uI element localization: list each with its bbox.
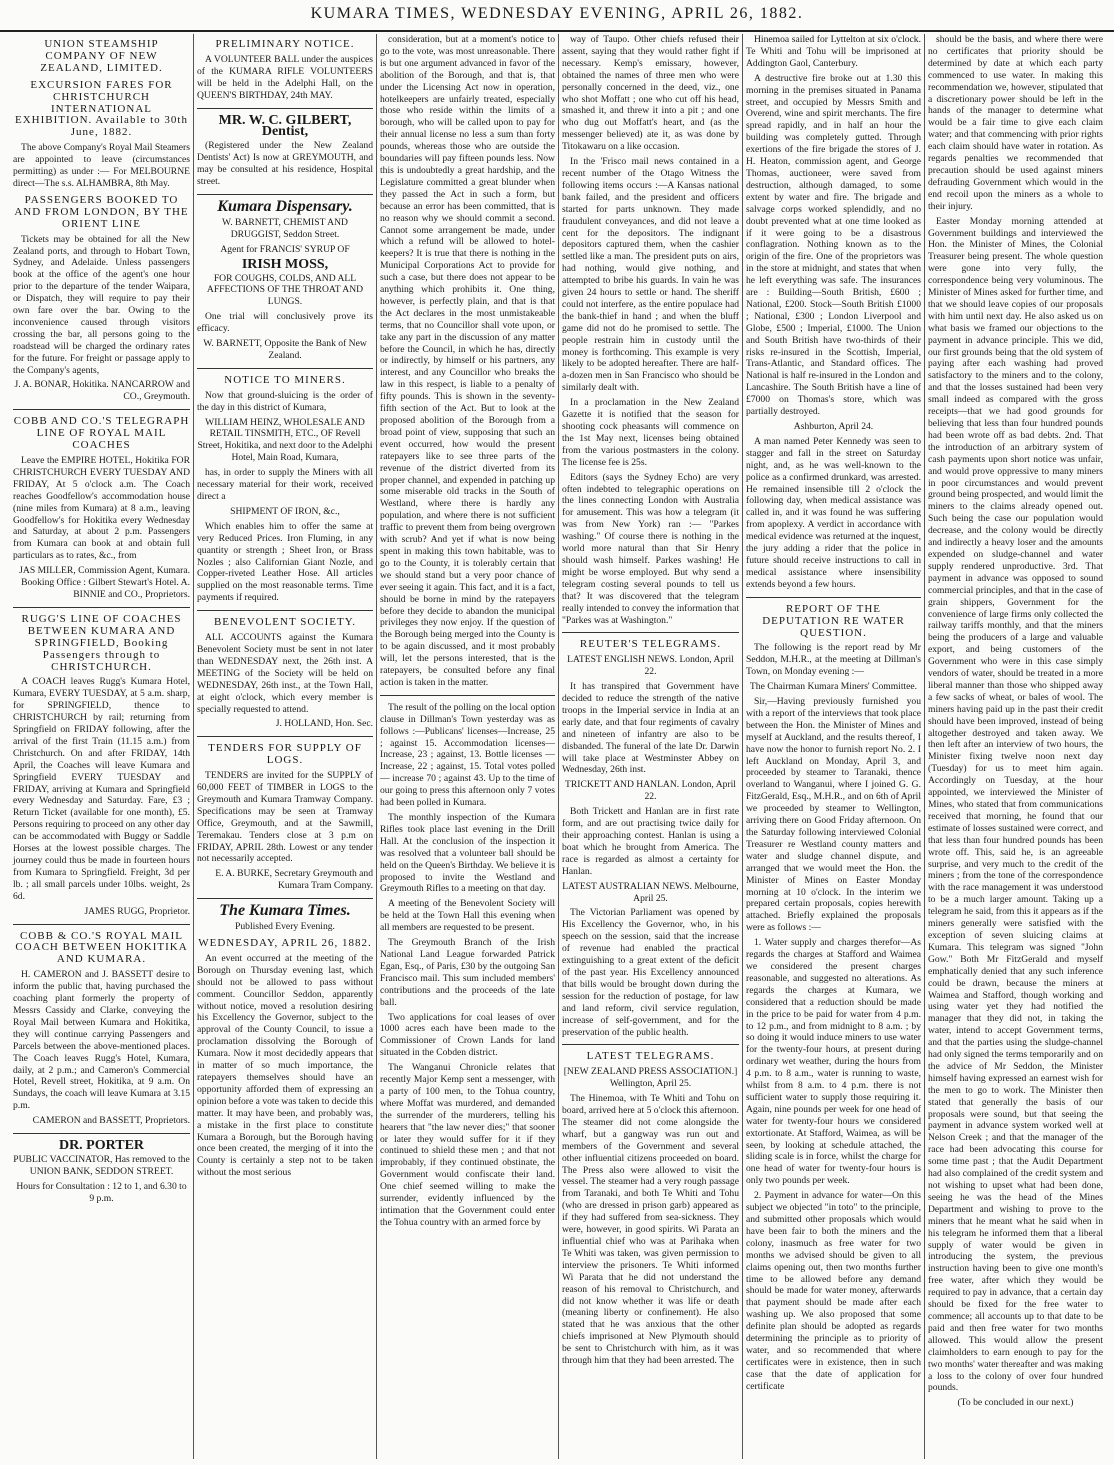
column-rule	[562, 632, 739, 633]
centered-line: FOR COUGHS, COLDS, AND ALL AFFECTIONS OF THE THROAT AND LUNGS.	[206, 272, 364, 308]
masthead	[0, 0, 1114, 32]
centered-line: PUBLIC VACCINATOR, Has removed to the UNION BANK, SEDDON STREET.	[13, 1153, 190, 1177]
centered-line: LATEST AUSTRALIAN NEWS. Melbourne, April 25.	[562, 880, 739, 904]
section-heading: RUGG'S LINE OF COACHES BETWEEN KUMARA AND SPRINGFIELD, Booking Passengers through to CHRISTCHURCH.	[21, 612, 182, 673]
masthead-logo: The Kumara Times.	[219, 902, 351, 920]
signature-line: J. HOLLAND, Hon. Sec.	[275, 718, 373, 730]
section-heading: PASSENGERS BOOKED TO AND FROM LONDON, BY THE ORIENT LINE	[14, 193, 189, 230]
centered-line: TRICKETT AND HANLAN. London, April 22.	[565, 779, 736, 803]
article-paragraph: (Registered under the New Zealand Dentists' Act) Is now at GREYMOUTH, and may be consulted at his residence, Hospital street.	[197, 140, 373, 188]
column-rule	[13, 409, 190, 410]
article-paragraph: consideration, but at a moment's notice to go to the vote, was most unreasonable. There is but one argument advanced in favor of the abolition of the Borough, and that is, that under the Licensing Act now in operation, hotelkeepers are unfairly treated, especially those who reside within the limits of a borough, who will be called upon to pay for their annual license no less a sum than forty pounds, whereas those who are outside the boundaries will pay fifteen pounds less. Now this is undoubtedly a great hardship, and the Legislature committed a great blunder when they passed the Act in such a form, but because an error has been committed, that is no reason why we should commit a second. Cannot some arrangement be made, under which a refund will be allowed to hotel-keepers? It is true that there is nothing in the Municipal Corporations Act to provide for such a case, but there does not appear to be anything which prohibits it. One thing, however, is perfectly plain, and that is that the Act declares in the most unmistakeable terms, that no Councillor shall vote upon, or take any part in the discussion of any matter before the Council, in which he has, directly or indirectly, by himself or his partners, any interest, and any Councillor who breaks the law in this respect, is liable to a penalty of fifty pounds. This is shown in the seventy-fifth section of the Act. But to look at the proposed abolition of the Borough from a broad point of view, supposing that such an event occurred, how would the present ratepayers like to see three parts of the revenue of the district diverted from its proper channel, and expended in patching up some miserable old tracks in the South of Westland, where there is hardly any population, and where there is not sufficient traffic to prevent them from being overgrown with scrub? And yet if what is now being spent in making this town habitable, was to go to the County, it is tolerably certain that we should stand but a very poor chance of ever seeing it again. This fact, and it is a fact, should be borne in mind by the ratepayers before they decide to abandon the municipal privileges they now enjoy. If the question of the Borough being merged into the County is to be again discussed, and it most probably will, let the persons interested, that is the ratepayers, be consulted before any final action is taken in the matter.	[380, 34, 555, 688]
column-2	[193, 34, 376, 1459]
article-paragraph: Easter Monday morning attended at Government buildings and interviewed the Hon. the Minister of Mines, the Colonial Treasurer being present. The whole question were gone into very fully, the correspondence being very voluminous. The Minister of Mines asked for further time, and that we should leave copies of our proposals with him until next day. He also asked us on what basis we framed our objections to the payment in advance principle. This we did, our first grounds being that the old system of paying after each washing had proved satisfactory to the miners and to the colony, and that the losses sustained had been very small indeed as compared with the gross receipts—that we had good grounds for believing that less than four hundred pounds had been wrote off as bad debts. 2nd. That the introduction of an arbitrary system of cash payments upon short notice was unfair, and would prove oppressive to many miners in poor circumstances and would prevent ground being prospected, and would limit the miners to the claims already opened out. Such being the case our population would decrease, and the colony would be directly and indirectly a heavy loser and the amounts expended on sludge-channel and water supply rendered unproductive. 3rd. That payment in advance was opposed to sound commercial principles, and that in the case of grain shippers, Government for the convenience of large firms only collected the railway tariffs monthly, and that the miners being the producers of a large and valuable export, and being customers of the Government who were in this case simply vendors of water, should be treated in a more liberal manner than those who shipped away a few sacks of wheat, or bales of wool. The miners having paid up in the past their credit should have been improved, instead of being altogether destroyed and taken away. We then left after an interview of two hours, the Minister fixing twelve noon next day (Tuesday) for us to meet him again. Accordingly on Tuesday, at the hour appointed, we interviewed the Minister of Mines, who stated that from communications received that morning, he found that our estimate of losses sustained were correct, and that less than four hundred pounds has been wrote off. This, said he, is an agreeable surprise, and very much to the credit of the miners ; from the tone of the correspondence with the race management it was understood to be a much larger amount. Taking up a telegram he said, from this it appears as if the miners generally were satisfied with the exception of seven sluicing claims at Kumara. This telegram was signed "John Gow." Both Mr FitzGerald and myself emphatically denied that any such inference could be drawn, because the miners at Waimea and Stafford, though working and using water yet they had notified the manager that they did not, in taking the water, intend to accept Government terms, and that the parties using the sludge-channel had only signed the terms temporarily and on the advice of Mr Seddon, the Minister himself having expressed an earnest wish for the men to go to work. The Minister then stated that generally the basis of our proposals were sound, but that seeing the payment in advance system worked well at Nelson Creek ; and that the manager of the race had been advocating this course for some time past ; that the Audit Department had also complained of the credit system and not wishing to upset what had been done, seeing he was the head of the Mines Department and wishing to prove to the miners that he meant what he said when in his telegram he informed them that a liberal supply of water would be given in introducing the system, the previous instruction having been to give one month's free water, after which they would be required to pay in advance, that a certain day should be fixed for the free water to commence; all accounts up to that date to be paid and then free water for two months allowed. This would allow the present claimholders to earn enough to pay for the two months' water thereafter and was making a loss to the colony of over four hundred pounds.	[928, 215, 1103, 1394]
column-rule	[197, 898, 373, 899]
column-5	[742, 34, 924, 1459]
article-paragraph: The Greymouth Branch of the Irish National Land League forwarded Patrick Egan, Esq., of Paris, £30 by the outgoing San Francisco mail. This sum included members' contributions and the proceeds of the late ball.	[380, 937, 555, 1008]
centered-line: LATEST ENGLISH NEWS. London, April 22.	[567, 654, 734, 678]
article-paragraph: Both Trickett and Hanlan are in first rate form, and are out practising twice daily for their approaching contest. Hanlan is using a boat which he brought from America. The race is regarded as almost a certainty for Hanlan.	[562, 806, 739, 877]
column-rule	[197, 194, 373, 195]
section-heading: UNION STEAMSHIP COMPANY OF NEW ZEALAND, LIMITED.	[40, 38, 163, 74]
section-heading: REPORT OF THE DEPUTATION RE WATER QUESTION.	[762, 602, 905, 639]
article-paragraph: Two applications for coal leases of over 1000 acres each have been made to the Commissioner of Crown Lands for land situated in the Cobden district.	[380, 1011, 555, 1059]
article-paragraph: The Hinemoa, with Te Whiti and Tohu on board, arrived here at 5 o'clock this afternoon. The steamer did not come alongside the wharf, but a gangway was run out and members of the Government and several other influential citizens proceeded on board. The Press also were allowed to visit the vessel. The steamer had a very rough passage from Taranaki, and both Te Whiti and Tohu (who are dressed in prison garb) appeared as if they had suffered from sea-sickness. They were, however, in good spirits. Wi Parata an influential chief who was at Parihaka when Te Whiti was taken, was given permission to interview the prisoners. Te Whiti informed Wi Parata that he did not understand the reason of his removal to Christchurch, and did not know whether it was life or death (meaning liberty or confinement). He also stated that he was anxious that the other chiefs imprisoned at New Plymouth should be sent to Christchurch with him, as it was through him that they had been arrested. The	[562, 1093, 739, 1367]
centered-line: Ashburton, April 24.	[793, 421, 874, 432]
article-paragraph: Sir,—Having previously furnished you with a report of the interviews that took place between the Hon. the Minister of Mines and myself at Auckland, and the results thereof, I have now the honor to furnish report No. 2. I left Auckland on Monday, April 3, and proceeded by steamer to Taranaki, thence overland to Wanganui, where I joined G. G. FitzGerald, Esq., M.H.R., and on 6th of April we proceeded by steamer to Wellington, arriving there on Good Friday afternoon. On the Saturday following interviewed Colonial Treasurer re Westland county matters and water and sludge channel dispute, and arranged that we would meet the Hon. the Minister of Mines on Easter Monday morning at 10 o'clock. In the interim we prepared certain proposals, copies herewith attached. Briefly explained the proposals were as follows :—	[746, 696, 921, 934]
article-paragraph: A COACH leaves Rugg's Kumara Hotel, Kumara, EVERY TUESDAY, at 5 a.m. sharp, for SPRINGFIELD, thence to CHRISTCHURCH by rail; returning from Springfield on FRIDAY following, after the arrival of the first Train (11.15 a.m.) from Christchurch. On and after FRIDAY, 14th April, the Coaches will leave Kumara and Springfield EVERY TUESDAY and FRIDAY, arriving at Kumara and Springfield every Wednesday and Saturday. Fare, £3 ; Return Ticket (available for one month), £5. Persons requiring to proceed on any other day can be accommodated with Buggy or Saddle Horses at the lowest possible charges. The journey could thus be made in fourteen hours from Kumara to Springfield. Freight, 3d per lb. ; all small parcels under 10lbs. weight, 2s 6d.	[13, 676, 190, 902]
column-rule	[13, 1133, 190, 1134]
column-rule	[13, 607, 190, 608]
column-1	[10, 34, 193, 1459]
display-heading: IRISH MOSS,	[241, 256, 329, 272]
article-paragraph: The result of the polling on the local option clause in Dillman's Town yesterday was as follows :—Publicans' licenses—Increase, 25 ; against 15. Accommodation licenses—Increase, 23 ; against, 13. Bottle licenses — Increase, 22 ; against, 15. Total votes polled — increase 70 ; against 43. Up to the time of our going to press this afternoon only 7 votes had been polled in Kumara.	[380, 701, 555, 809]
section-heading: PRELIMINARY NOTICE.	[215, 38, 355, 50]
article-paragraph: H. CAMERON and J. BASSETT desire to inform the public that, having purchased the coaching plant formerly the property of Messrs Cassidy and Clarke, conveying the Royal Mail between Kumara and Hokitika, they will continue carrying Passengers and Parcels between the above-mentioned places. The Coach leaves Rugg's Hotel, Kumara, daily, at 2 p.m.; and Cameron's Commercial Hotel, Revell street, Hokitika, at 9 a.m. On Sundays, the coach will leave Kumara at 3.15 p.m.	[13, 969, 190, 1112]
article-paragraph: has, in order to supply the Miners with all necessary material for their work, received direct a	[197, 467, 373, 502]
article-paragraph: Now that ground-sluicing is the order of the day in this district of Kumara,	[197, 389, 373, 413]
column-rule	[197, 610, 373, 611]
article-paragraph: It has transpired that Government have decided to reduce the strength of the native troops in the Imperial service in India at an early date, and that four regiments of cavalry and nineteen of infantry are also to be disbanded. The funeral of the late Dr. Darwin will take place at Westminster Abbey on Wednesday, 26th inst.	[562, 681, 739, 776]
article-paragraph: ALL ACCOUNTS against the Kumara Benevolent Society must be sent in not later than WEDNESDAY next, the 26th inst. A MEETING of the Society will be held on WEDNESDAY, 26th inst., at the Town Hall, at eight o'clock, which every member is specially requested to attend.	[197, 632, 373, 715]
centered-line: W. BARNETT, CHEMIST AND DRUGGIST, Seddon Street.	[222, 216, 348, 240]
article-paragraph: way of Taupo. Other chiefs refused their assent, saying that they would rather fight if necessary. Kemp's emissary, however, obtained the names of three men who were personally concerned in the deed, viz., one who shot Moffatt ; one who cut off his head, smashed it, and threw it into a pit ; and one who dug out Moffatt's heart, and (as the messenger believed) ate it, as was done by Titokawaru on a like occasion.	[562, 34, 739, 153]
article-paragraph: The following is the report read by Mr Seddon, M.H.R., at the meeting at Dillman's Town, on Monday evening :—	[746, 642, 921, 678]
column-rule	[746, 597, 921, 598]
section-heading: LATEST TELEGRAMS.	[586, 1050, 715, 1063]
column-rule	[380, 695, 555, 696]
article-paragraph: TENDERS are invited for the SUPPLY of 60,000 FEET of TIMBER in LOGS to the Greymouth and Kumara Tramway Company. Specifications may be seen at Tramway Office, Greymouth, and at the Sawmill, Teremakau. Tenders close at 3 p.m on FRIDAY, APRIL 28th. Lowest or any tender not necessarily accepted.	[197, 770, 373, 865]
section-heading: COBB AND CO.'S TELEGRAPH LINE OF ROYAL MAIL COACHES	[13, 415, 190, 452]
article-paragraph: In a proclamation in the New Zealand Gazette it is notified that the season for shooting cock pheasants will commence on the 1st May next, licenses being obtained from the various postmasters in the colony. The license fee is 25s.	[562, 397, 739, 468]
masthead-title: KUMARA TIMES, WEDNESDAY EVENING, APRIL 26, 1882.	[310, 5, 804, 22]
column-rule	[13, 924, 190, 925]
column-rule	[197, 368, 373, 369]
article-paragraph: 1. Water supply and charges therefor—As regards the charges at Stafford and Waimea we considered the present charges reasonable, and suggested no alterations. As regards the charges at Kumara, we considered that a reduction should be made in the price to be paid for water from 4 p.m. to 12 p.m., and from midnight to 8 a.m. ; by so doing it would induce miners to use water for the twenty-four hours, at present during ordinary wet weather, during the hours from 4 p.m. to 8 a.m., water is running to waste, whilst from 8 a.m. to 4 p.m. there is not sufficient water to supply those requiring it. Again, nine pounds per week for one head of water for twenty-four hours we considered extortionate. At Stafford, Waimea, as will be seen, by looking at schedule attached, the sliding scale is in force, whilst the charge for one head of water for twenty-four hours is only two pounds per week.	[746, 937, 921, 1187]
section-heading: REUTER'S TELEGRAMS.	[579, 638, 722, 651]
newspaper-columns	[10, 34, 1106, 1459]
article-paragraph: A destructive fire broke out at 1.30 this morning in the premises situated in Panama street, and occupied by Messrs Smith and Overend, wine and spirit merchants. The fire spread rapidly, and in half an hour the building was completely gutted. Through exertions of the fire brigade the stores of J. H. Heaton, commission agent, and George Thomas, auctioneer, were saved from destruction, although damaged, to some extent by water and fire. The brigade and salvage corps worked splendidly, and no doubt prevented what at one time looked as if it were going to be a disastrous conflagration. Nothing known as to the origin of the fire. One of the proprietors was in the store at midnight, and states that when he left everything was safe. The insurances are : Building—South British, £600 ; National, £200. Stock—South British £1000 ; National, £300 ; London Liverpool and Globe, £500 ; Imperial, £1000. The Union and South British have two-thirds of their risks re-insured in the Scottish, Imperial, Trans-Atlantic, and Standard offices. The National is half re-insured in the London and Lancashire. The South British have a line of £7000 on Thomas's store, which was partially destroyed.	[746, 72, 921, 418]
centered-line: Hours for Consultation : 12 to 1, and 6.30 to 9 p.m.	[16, 1180, 187, 1204]
section-heading: TENDERS FOR SUPPLY OF LOGS.	[208, 742, 362, 767]
article-paragraph: Tickets may be obtained for all the New Zealand ports, and through to Hobart Town, Sydney, and Adelaide. Unless passengers book at the office of the agent's one hour prior to the departure of the tender Waipara, or Dispatch, they will require to pay their own fare over the bar. Owing to the inconvenience caused through visitors crossing the bar, all persons going to the roadstead will be charged the ordinary rates for the future. For freight or passage apply to the Company's agents,	[13, 233, 190, 376]
article-paragraph: 2. Payment in advance for water—On this subject we objected "in toto" to the principle, and submitted other proposals which would have been fair to both the miners and the colony, inasmuch as free water for two months we advised should be given to all claims opening out, then two months further time to be allowed before any demand should be made for water money, afterwards that payment should be made after each washing up. We also proposed that some definite plan should be adopted as regards determining the principle as to priority of water, and so recommended that where certificates were in existence, then in such case that the date of application for certificate	[746, 1190, 921, 1392]
signature-line: CAMERON and BASSETT, Proprietors.	[32, 1115, 190, 1127]
column-rule	[197, 108, 373, 109]
section-heading: BENEVOLENT SOCIETY.	[213, 616, 357, 629]
centered-line: The Chairman Kumara Miners' Committee.	[749, 681, 918, 693]
signature-line: J. A. BONAR, Hokitika. NANCARROW and CO., Greymouth.	[14, 379, 190, 403]
column-4	[558, 34, 742, 1459]
column-6	[924, 34, 1106, 1459]
section-heading: EXCURSION FARES FOR CHRISTCHURCH INTERNATIONAL EXHIBITION. Available to 30th June, 1882.	[15, 78, 188, 139]
article-paragraph: The above Company's Royal Mail Steamers are appointed to leave (circumstances permitting) as under :— For MELBOURNE direct—The s.s. ALHAMBRA, 8th May.	[13, 142, 190, 189]
display-heading: MR. W. C. GILBERT, Dentist,	[218, 112, 352, 140]
article-paragraph: A meeting of the Benevolent Society will be held at the Town Hall this evening when all members are requested to be present.	[380, 898, 555, 934]
article-paragraph: In the 'Frisco mail news contained in a recent number of the Otago Witness the following items occurs :—A Kansas national bank failed, and the president and officers started for parts unknown. They made fraudulent conveyances, and did not leave a cent for the depositors. The indignant depositors captured them, when the cashier settled like a man. The president puts on airs, had nothing, would give nothing, and attempted to bribe his guards. In vain he was given 24 hours to settle or hand. The sheriff could not interfere, as the entire populace had the bank-thief in hand ; and when the bluff game did not do he promised to settle. The people restrain him in custody until the money is forthcoming. This example is very likely to be adopted hereafter. There are half-a-dozen men in San Francisco who should be similarly dealt with.	[562, 156, 739, 394]
centered-line: Published Every Evening.	[235, 921, 335, 933]
article-paragraph: A man named Peter Kennedy was seen to stagger and fall in the street on Saturday night, and, as he was well-known to the police as a confirmed drunkard, was arrested. He remained insensible till 2 o'clock the following day, when medical assistance was called in, and it was found he was suffering from apoplexy. A verdict in accordance with medical evidence was returned at the inquest, the jury adding a rider that the police in future should receive instructions to call in medical assistance where insensibility extends beyond a few hours.	[746, 435, 921, 590]
column-rule	[562, 1044, 739, 1045]
article-paragraph: Editors (says the Sydney Echo) are very often indebted to telegraphic operations on the lines connecting London with Australia for amusement. This was how a telegram (it was from New York) ran :— "Parkes washing." Of course there is nothing in the world more natural than that Sir Henry should wash himself. Parkes washing! He might be worse employed. But why send a telegram costing several pounds to tell us that? It was discovered that the telegram really intended to convey the information that "Parkes was at Washington."	[562, 471, 739, 626]
article-paragraph: Hinemoa sailed for Lyttelton at six o'clock. Te Whiti and Tohu will be imprisoned at Addington Gaol, Canterbury.	[746, 34, 921, 69]
signature-line: E. A. BURKE, Secretary Greymouth and Kumara Tram Company.	[215, 868, 373, 892]
article-paragraph: should be the basis, and where there were no certificates that priority should be determined by date at which each party commenced to use water. In making this recommendation we, however, stipulated that a discretionary power should be left in the hands of the manager to determine what would be a fair time to give each claim water; and that commencing with prior rights each claim should have water in rotation. As regards penalties we recommended that precaution should be used against miners defrauding Government which would in the end recoil upon the miners as a whole to their injury.	[928, 34, 1103, 212]
masthead-logo: Kumara Dispensary.	[217, 197, 353, 215]
article-paragraph: The monthly inspection of the Kumara Rifles took place last evening in the Drill Hall. At the conclusion of the inspection it was resolved that a volunteer ball should be held on the Queen's Birthday. We believe it is proposed to invite the Westland and Greymouth Rifles to a meeting on that day.	[380, 812, 555, 895]
centered-line: W. BARNETT, Opposite the Bank of New Zealand.	[203, 338, 367, 361]
section-heading: COBB & CO.'S ROYAL MAIL COACH BETWEEN HOKITIKA AND KUMARA.	[15, 929, 188, 966]
article-paragraph: The Wanganui Chronicle relates that recently Major Kemp sent a messenger, with a party of 100 men, to the Tohua country, where Moffat was murdered, and demanded the surrender of the murderers, telling his hearers that "the law never dies;" that sooner or later they would suffer for it if they continued to shield these men ; and that not improbably, if they continued obstinate, the Government would confiscate their land. One chief seemed willing to make the surrender, evidently influenced by the intimation that the Government could enter the Tohua country with an armed force by	[380, 1062, 555, 1228]
centered-line: [NEW ZEALAND PRESS ASSOCIATION.] Wellington, April 25.	[563, 1066, 738, 1090]
article-paragraph: Leave the EMPIRE HOTEL, Hokitika FOR CHRISTCHURCH EVERY TUESDAY AND FRIDAY, At 5 o'clock a.m. The Coach reaches Goodfellow's accommodation house (nine miles from Kumara) at 8 a.m., leaving Goodfellow's for Hokitika every Wednesday and Saturday, at about 2 p.m. Passengers from Kumara can book at and obtain full particulars as to rates, &c., from	[13, 455, 190, 562]
centered-line: (To be concluded in our next.)	[957, 1397, 1074, 1409]
article-paragraph: Which enables him to offer the same at very Reduced Prices. Iron Fluming, in any quantity or strength ; Sheet Iron, or Brass Nozles ; also Californian Giant Nozle, and Copper-riveted Leather Hose. All articles supplied on the most reasonable terms. Time payments if required.	[197, 520, 373, 604]
centered-line: Agent for FRANCIS' SYRUP OF	[220, 243, 350, 255]
centered-line: SHIPMENT OF IRON, &c.,	[230, 505, 340, 517]
article-paragraph: One trial will conclusively prove its efficacy.	[197, 311, 373, 335]
column-rule	[197, 736, 373, 737]
signature-line: JAS MILLER, Commission Agent, Kumara. Booking Office : Gilbert Stewart's Hotel. A. BINNIE and CO., Proprietors.	[19, 565, 190, 600]
column-3	[376, 34, 558, 1459]
display-heading: DR. PORTER	[58, 1138, 145, 1154]
article-paragraph: A VOLUNTEER BALL under the auspices of the KUMARA RIFLE VOLUNTEERS will be held in the Adelphi Hall, on the QUEEN'S BIRTHDAY, 24th MAY.	[197, 53, 373, 101]
section-heading: WEDNESDAY, APRIL 26, 1882.	[198, 937, 372, 949]
signature-line: JAMES RUGG, Proprietor.	[84, 905, 190, 917]
section-heading: NOTICE TO MINERS.	[224, 373, 346, 386]
article-paragraph: An event occurred at the meeting of the Borough on Thursday evening last, which should not be allowed to pass without comment. Councillor Seddon, apparently without notice, moved a resolution desiring his Excellency the Governor, subject to the approval of the County Council, to issue a proclamation dissolving the Borough of Kumara. Now it most decidedly appears that in matter of so much importance, the ratepayers themselves should have an opportunity afforded them of expressing an opinion before a vote was taken to decide this matter. It may have been, and probably was, a mistake in the first place to constitute Kumara a Borough, but the Borough having once been created, the merging of it into the County is certainly a step not to be taken without the most serious	[197, 952, 373, 1179]
centered-line: WILLIAM HEINZ, WHOLESALE AND RETAIL TINSMITH, ETC., OF Revell Street, Hokitika, and next door to the Adelphi Hotel, Main Road, Kumara,	[197, 416, 373, 464]
article-paragraph: The Victorian Parliament was opened by His Excellency the Governor, who, in his speech on the session, said that the increase of revenue had enabled the practical extinguishing to a great extent of the deficit of the past year. His Excellency announced that bills would be brought down during the session for the reduction of postage, for law and land reform, civil service regulation, increase of self-government, and for the preservation of the public health.	[562, 907, 739, 1038]
